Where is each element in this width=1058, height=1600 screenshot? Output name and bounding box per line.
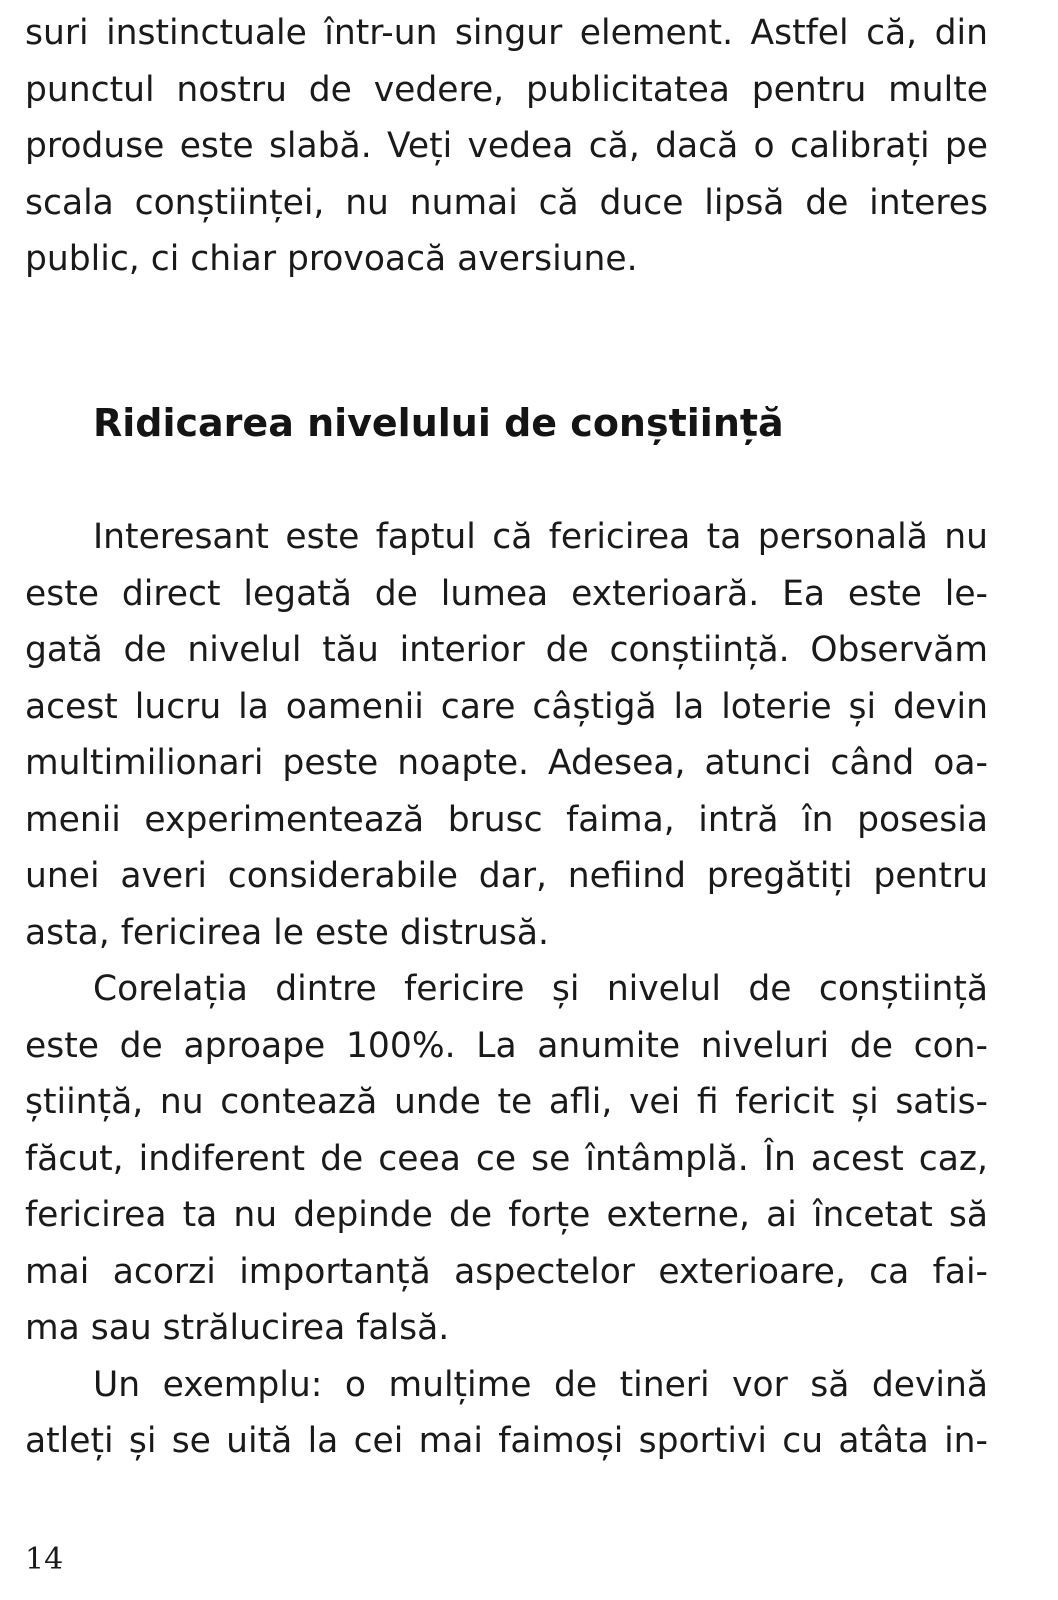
page-number: 14	[25, 1542, 64, 1577]
text-line: atleți și se uită la cei mai faimoși sportivi cu atâta in-	[25, 1421, 988, 1461]
text-line: este de aproape 100%. La anumite niveluri de con-	[25, 1025, 988, 1066]
text-line: ma sau strălucirea falsă.	[25, 1308, 450, 1348]
text-line: acest lucru la oamenii care câștigă la loterie și devin	[25, 686, 988, 727]
text-line: suri instinctuale într-un singur element. Astfel că, din	[25, 13, 988, 53]
section-heading: Ridicarea nivelului de conștiință	[93, 401, 784, 445]
text-line: produse este slabă. Veți vedea că, dacă o calibrați pe	[25, 126, 988, 166]
continued-paragraph	[25, 5, 988, 288]
text-line: este direct legată de lumea exterioară. Ea este le-	[25, 573, 988, 614]
text-line: public, ci chiar provoacă aversiune.	[25, 239, 638, 279]
text-line: asta, fericirea le este distrusă.	[25, 912, 549, 953]
section-body	[25, 509, 988, 1470]
paragraph-2	[25, 961, 988, 1357]
text-line: făcut, indiferent de ceea ce se întâmplă. În acest caz,	[25, 1138, 988, 1179]
text-line: Un exemplu: o mulțime de tineri vor să devină	[93, 1364, 988, 1405]
text-line: multimilionari peste noapte. Adesea, atunci când oa-	[25, 743, 988, 783]
text-line: știință, nu contează unde te afli, vei fi fericit și satis-	[25, 1082, 988, 1122]
text-line: punctul nostru de vedere, publicitatea pentru multe	[25, 69, 988, 110]
text-line: mai acorzi importanță aspectelor exterioare, ca fai-	[25, 1251, 988, 1292]
text-line: menii experimentează brusc faima, intră în posesia	[25, 799, 988, 840]
text-line: fericirea ta nu depinde de forțe externe, ai încetat să	[25, 1195, 988, 1235]
text-line: unei averi considerabile dar, nefiind pregătiți pentru	[25, 856, 988, 896]
text-line: Corelația dintre fericire și nivelul de conștiință	[93, 969, 988, 1009]
paragraph-3	[25, 1357, 988, 1470]
text-line: scala conștiinței, nu numai că duce lipsă de interes	[25, 182, 988, 223]
paragraph-1	[25, 509, 988, 961]
text-line: gată de nivelul tău interior de conștiință. Observăm	[25, 630, 988, 670]
text-line: Interesant este faptul că fericirea ta personală nu	[93, 517, 988, 557]
